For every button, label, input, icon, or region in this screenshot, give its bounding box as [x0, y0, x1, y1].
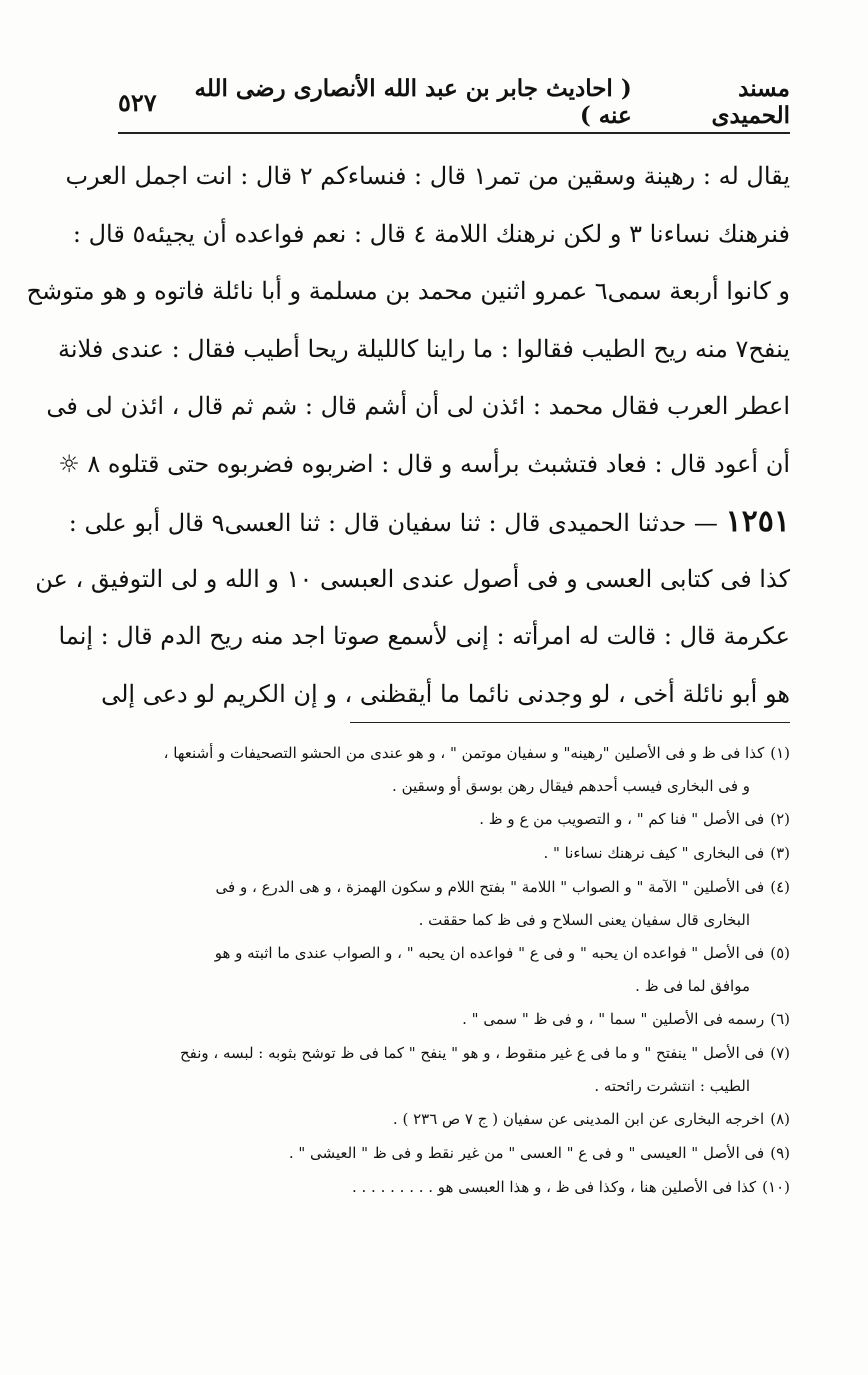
hadith-first-line — [68, 493, 790, 551]
text-line: اعطر العرب فقال محمد : ائذن لى أن أشم قال : شم ثم قال ، ائذن لى فى — [46, 392, 790, 420]
text-line: هو أبو نائلة أخى ، لو وجدنى نائما ما أيقظنى ، و إن الكريم لو دعى إلى — [101, 679, 790, 708]
footnote-number: (٦) — [770, 1010, 790, 1028]
main-text — [26, 148, 790, 723]
book-title: مسند الحميدى — [711, 75, 790, 129]
footnote — [118, 1002, 790, 1036]
footnote-continuation: الطيب : انتشرت رائحته . — [594, 1077, 750, 1095]
text-line: و كانوا أربعة سمى٦ عمرو اثنين محمد بن مسلمة و أبا نائلة فاتوه و هو متوشح — [26, 277, 790, 305]
footnote — [118, 936, 790, 1002]
footnote — [118, 1102, 790, 1136]
footnote-number: (٧) — [770, 1044, 790, 1062]
header-rule — [118, 132, 790, 134]
footnote — [118, 1136, 790, 1170]
footnote — [118, 836, 790, 870]
text-line: فنرهنك نساءنا ٣ و لكن نرهنك اللامة ٤ قال : نعم فواعده أن يجيئه٥ قال : — [72, 219, 790, 248]
section-title: ( احاديث جابر بن عبد الله الأنصارى رضى الله عنه ) — [194, 75, 632, 129]
text-line: كذا فى كتابى العسى و فى أصول عندى العبسى ١٠ و الله و لى التوفيق ، عن — [35, 564, 790, 593]
footnote-text: فى الأصل " فواعده ان يحبه " و فى ع " فواعده ان يحبه " ، و الصواب عندى ما اثبته و هو — [214, 944, 765, 962]
page-header — [118, 75, 790, 129]
footnote-text: فى الأصل " فنا كم " ، و التصويب من ع و ظ . — [479, 810, 765, 828]
footnote-number: (٢) — [770, 810, 790, 828]
hadith-line-text: — حدثنا الحميدى قال : ثنا سفيان قال : ثنا العسى٩ قال أبو على : — [68, 509, 718, 537]
footnote-text: فى الأصل " ينفتح " و ما فى ع غير منقوط ، و هو " ينفح " كما فى ظ توشح بثوبه : لبسه ، ونفح — [179, 1044, 765, 1062]
footnote — [118, 1036, 790, 1102]
hadith-number: ١٢٥١ — [725, 504, 790, 539]
footnote-number: (٨) — [770, 1110, 790, 1128]
footnote — [118, 1170, 790, 1204]
text-line: يقال له : رهينة وسقين من تمر١ قال : فنساءكم ٢ قال : انت اجمل العرب — [65, 162, 790, 190]
footnote-number: (٤) — [770, 878, 790, 896]
footnote-number: (٣) — [770, 844, 790, 862]
footnote-text: كذا فى الأصلين هنا ، وكذا فى ظ ، و هذا العبسى هو . . . . . . . . . — [351, 1178, 757, 1196]
text-line: عكرمة قال : قالت له امرأته : إنى لأسمع صوتا اجد منه ريح الدم قال : إنما — [58, 622, 790, 650]
footnote-text: فى البخارى " كيف نرهنك نساءنا " . — [543, 844, 765, 862]
page-number: ٥٢٧ — [118, 87, 157, 117]
footnote-rule — [350, 722, 790, 723]
footnote-number: (٩) — [770, 1144, 790, 1162]
footnote-number: (٥) — [770, 944, 790, 962]
footnote — [118, 736, 790, 802]
footnote-text: فى الأصل " العيسى " و فى ع " العسى " من غير نقط و فى ظ " العيشى " . — [288, 1144, 765, 1162]
header-title-group — [157, 75, 790, 129]
footnote-text: رسمه فى الأصلين " سما " ، و فى ظ " سمى " . — [462, 1010, 765, 1028]
footnotes — [118, 736, 790, 1204]
footnote-continuation: البخارى قال سفيان يعنى السلاح و فى ظ كما حققت . — [418, 911, 750, 929]
footnote-number: (١٠) — [762, 1178, 790, 1196]
footnote-number: (١) — [770, 744, 790, 762]
footnote-continuation: موافق لما فى ظ . — [635, 977, 750, 995]
footnote-text: كذا فى ظ و فى الأصلين "رهينه" و سفيان موتمن " ، و هو عندى من الحشو التصحيفات و أشنعها ، — [163, 744, 765, 762]
footnote-text: فى الأصلين " الآمة " و الصواب " اللامة " بفتح اللام و سكون الهمزة ، و هى الدرع ، و فى — [215, 878, 765, 896]
footnote — [118, 802, 790, 836]
footnote-continuation: و فى البخارى فيسب أحدهم فيقال رهن بوسق أو وسقين . — [392, 777, 750, 795]
text-line: ينفح٧ منه ريح الطيب فقالوا : ما راينا كالليلة ريحا أطيب فقال : عندى فلانة — [58, 334, 790, 363]
footnote-text: اخرجه البخارى عن ابن المدينى عن سفيان ( ج ٧ ص ٢٣٦ ) . — [392, 1110, 765, 1128]
footnote — [118, 870, 790, 936]
text-line: أن أعود قال : فعاد فتشبث برأسه و قال : اضربوه فضربوه حتى قتلوه ٨ ☼ — [58, 449, 790, 478]
